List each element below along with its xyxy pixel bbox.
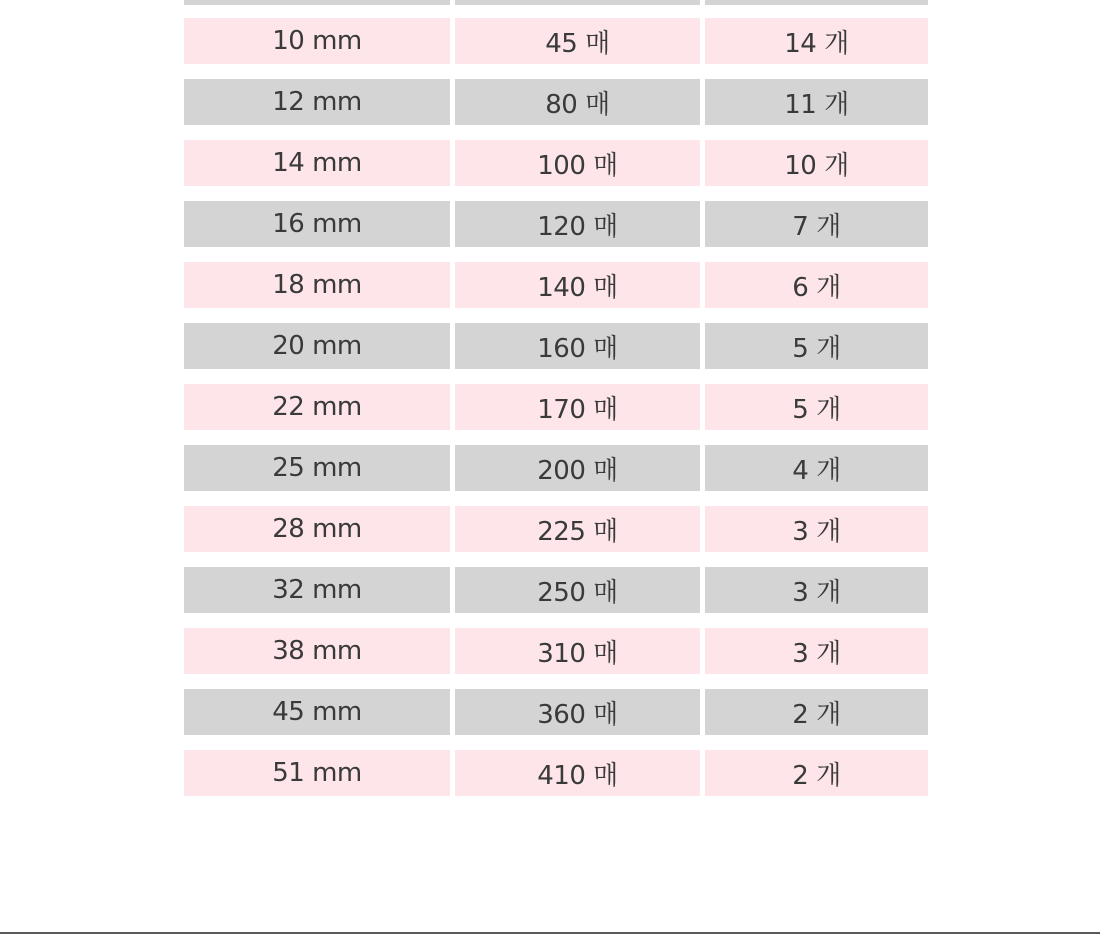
table-cell [455,0,700,5]
table-row [184,750,928,796]
spec-table [184,0,928,811]
sheets-cell: 310 매 [455,628,700,674]
size-cell: 28 mm [184,506,450,552]
table-row [184,445,928,491]
count-cell: 3 개 [705,567,928,613]
table-row [184,628,928,674]
count-cell: 14 개 [705,18,928,64]
count-cell: 7 개 [705,201,928,247]
count-cell: 2 개 [705,750,928,796]
count-cell: 10 개 [705,140,928,186]
table-cell [184,0,450,5]
size-cell: 32 mm [184,567,450,613]
size-cell: 12 mm [184,79,450,125]
table-row [184,323,928,369]
table-cell [705,0,928,5]
sheets-cell: 45 매 [455,18,700,64]
size-cell: 18 mm [184,262,450,308]
count-cell: 5 개 [705,323,928,369]
table-row [184,262,928,308]
size-cell: 51 mm [184,750,450,796]
table-row [184,201,928,247]
count-cell: 6 개 [705,262,928,308]
table-row [184,567,928,613]
table-row [184,79,928,125]
count-cell: 4 개 [705,445,928,491]
size-cell: 16 mm [184,201,450,247]
sheets-cell: 170 매 [455,384,700,430]
size-cell: 14 mm [184,140,450,186]
sheets-cell: 80 매 [455,79,700,125]
sheets-cell: 160 매 [455,323,700,369]
sheets-cell: 120 매 [455,201,700,247]
table-row [184,384,928,430]
size-cell: 20 mm [184,323,450,369]
count-cell: 3 개 [705,628,928,674]
table-row [184,140,928,186]
count-cell: 11 개 [705,79,928,125]
sheets-cell: 140 매 [455,262,700,308]
sheets-cell: 250 매 [455,567,700,613]
size-cell: 10 mm [184,18,450,64]
size-cell: 22 mm [184,384,450,430]
sheets-cell: 410 매 [455,750,700,796]
table-row [184,506,928,552]
table-row-partial [184,0,928,5]
count-cell: 2 개 [705,689,928,735]
sheets-cell: 360 매 [455,689,700,735]
size-cell: 45 mm [184,689,450,735]
count-cell: 5 개 [705,384,928,430]
table-row [184,689,928,735]
table-row [184,18,928,64]
size-cell: 38 mm [184,628,450,674]
sheets-cell: 200 매 [455,445,700,491]
table-body [184,18,928,796]
sheets-cell: 225 매 [455,506,700,552]
sheets-cell: 100 매 [455,140,700,186]
size-cell: 25 mm [184,445,450,491]
count-cell: 3 개 [705,506,928,552]
